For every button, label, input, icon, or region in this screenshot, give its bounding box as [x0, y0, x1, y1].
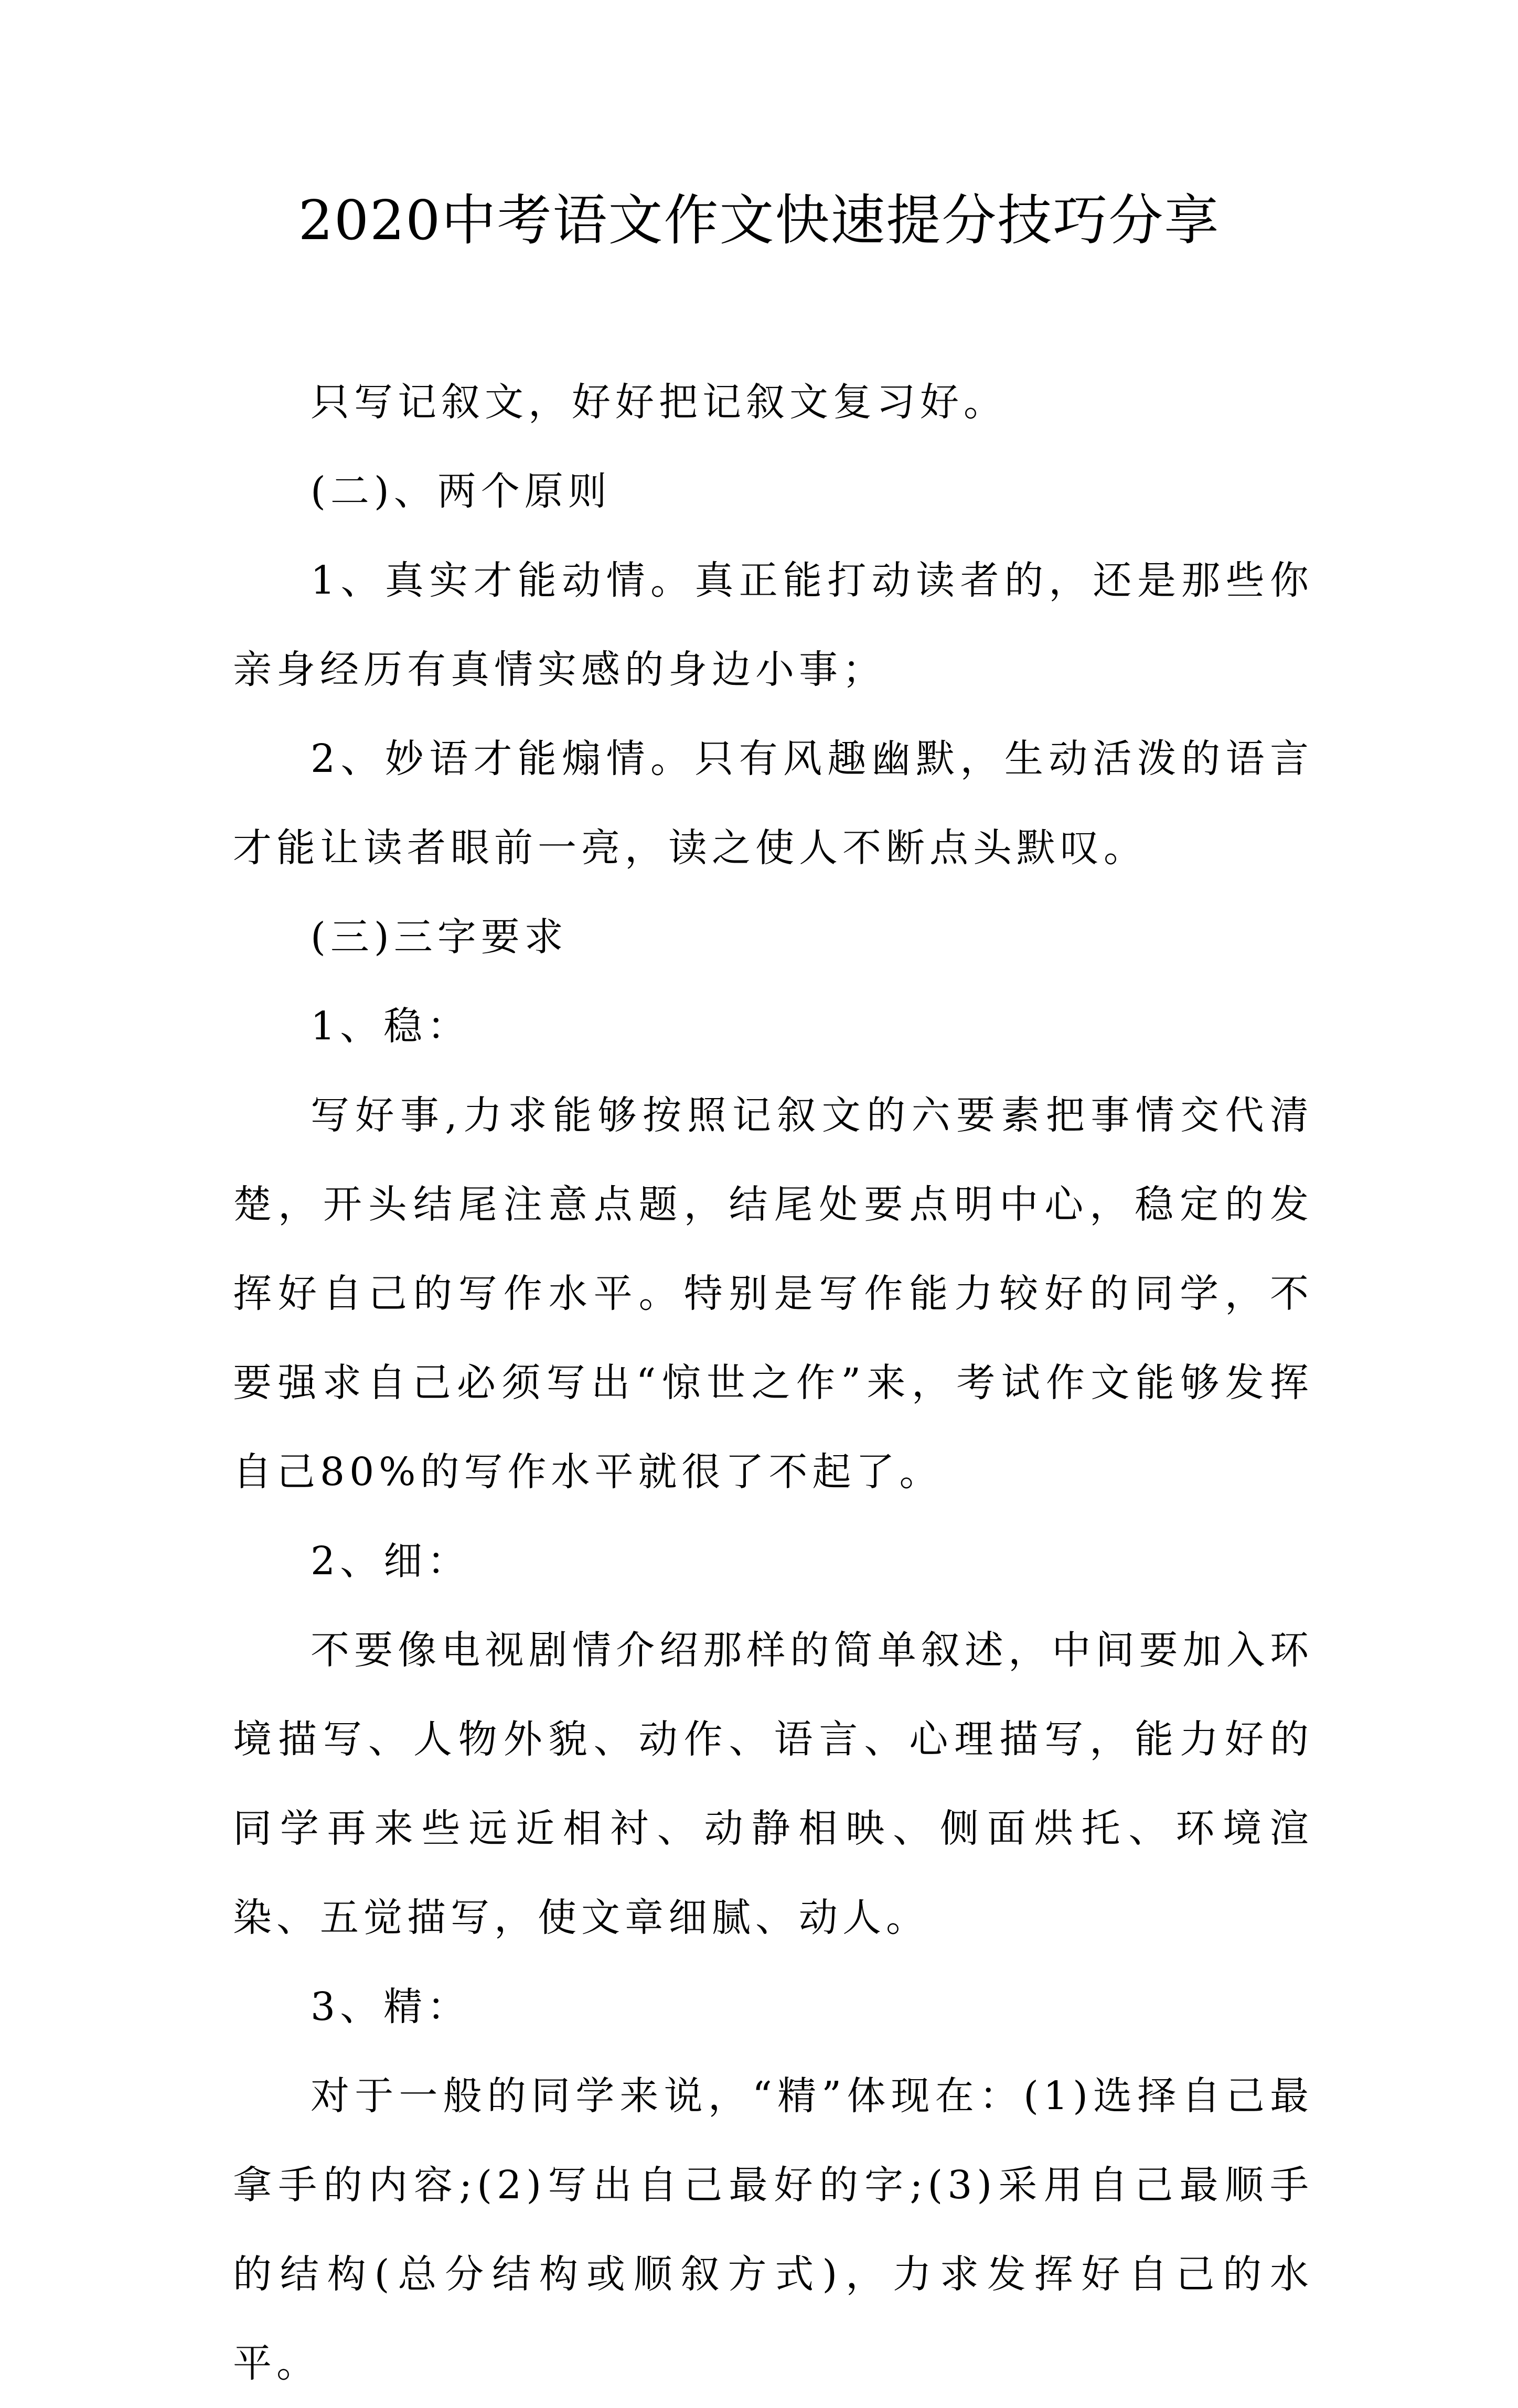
paragraph: 对于一般的同学来说，“精”体现在：(1)选择自己最拿手的内容;(2)写出自己最好的字;(3)采用自己最顺手的结构(总分结构或顺叙方式)，力求发挥好自己的水平。: [233, 2073, 1313, 2386]
paragraph: 只写记叙文，好好把记叙文复习好。: [311, 380, 1007, 425]
document-body: [233, 358, 1313, 2408]
item-heading: 2、细：: [311, 1539, 471, 1584]
item-heading: 3、精：: [311, 1984, 471, 2029]
paragraph: 不要像电视剧情介绍那样的简单叙述，中间要加入环境描写、人物外貌、动作、语言、心理描写，能力好的同学再来些远近相衬、动静相映、侧面烘托、环境渲染、五觉描写，使文章细腻、动人。: [233, 1628, 1313, 1940]
paragraph: 2、妙语才能煽情。只有风趣幽默，生动活泼的语言才能让读者眼前一亮，读之使人不断点头默叹。: [233, 736, 1313, 870]
paragraph: 写好事,力求能够按照记叙文的六要素把事情交代清楚，开头结尾注意点题，结尾处要点明中心，稳定的发挥好自己的写作水平。特别是写作能力较好的同学，不要强求自己必须写出“惊世之作”来，考试作文能够发挥自己80%的写作水平就很了不起了。: [233, 1093, 1313, 1495]
item-heading: 1、稳：: [311, 1004, 471, 1049]
section-heading: (二)、两个原则: [311, 469, 612, 514]
document-title: 2020中考语文作文快速提分技巧分享: [298, 188, 1220, 252]
paragraph: 1、真实才能动情。真正能打动读者的，还是那些你亲身经历有真情实感的身边小事；: [233, 558, 1313, 692]
section-heading: (三)三字要求: [311, 915, 568, 960]
